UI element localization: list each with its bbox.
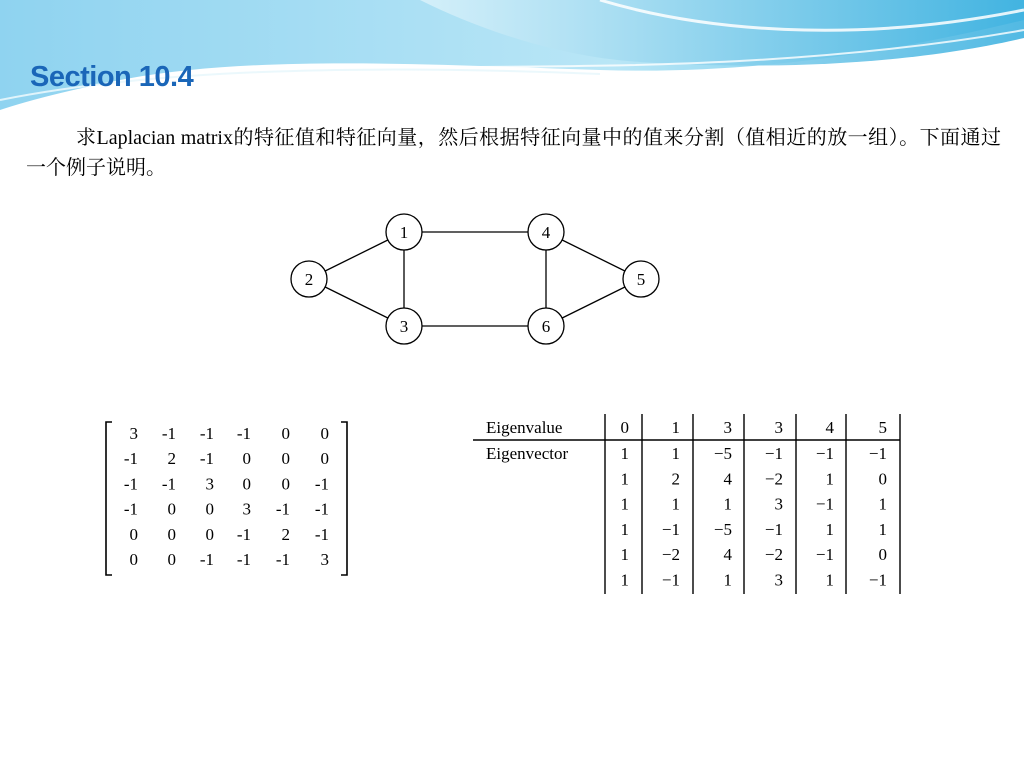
- eigenvector-cell: 1: [620, 570, 629, 590]
- eigenvector-cell: −1: [764, 444, 783, 463]
- matrix-cell: 0: [167, 524, 176, 544]
- eigenvector-cell: −5: [713, 519, 732, 539]
- matrix-cell: 0: [205, 499, 214, 519]
- graph-node-label: 3: [399, 317, 409, 336]
- eigenvalue-cell: 3: [774, 418, 783, 437]
- matrix-cell: -1: [236, 524, 251, 544]
- matrix-right-bracket: [341, 422, 347, 575]
- eigenvector-cell: 1: [620, 444, 629, 463]
- eigenvector-cell: 2: [671, 469, 680, 489]
- eigenvector-cell: 3: [774, 494, 783, 514]
- matrix-cell: 0: [205, 524, 214, 544]
- eigenvector-cell: 1: [723, 570, 732, 590]
- matrix-cell: -1: [123, 449, 138, 469]
- matrix-cell: -1: [199, 424, 214, 443]
- matrix-cell: 0: [281, 474, 290, 494]
- matrix-cell: -1: [199, 550, 214, 569]
- matrix-cell: 0: [320, 449, 329, 469]
- matrix-cell: 0: [281, 424, 290, 443]
- eigenvector-cell: 1: [825, 469, 834, 489]
- eigenvector-cell: 1: [620, 494, 629, 514]
- eigenvector-cell: −1: [815, 444, 834, 463]
- eigenvector-cell: −1: [661, 570, 680, 590]
- eigenvector-cell: −5: [713, 444, 732, 463]
- matrix-cell: 0: [167, 550, 176, 569]
- matrix-cell: -1: [236, 424, 251, 443]
- matrix-cell: 3: [320, 550, 329, 569]
- eigenvector-cell: −1: [868, 570, 887, 590]
- eigenvector-cell: −1: [815, 545, 834, 565]
- matrix-cell: -1: [123, 499, 138, 519]
- eigenvector-cell: 1: [671, 444, 680, 463]
- eigenvector-cell: 1: [825, 570, 834, 590]
- graph-node-label: 1: [399, 223, 409, 242]
- matrix-cell: -1: [275, 499, 290, 519]
- graph-node-label: 5: [636, 270, 646, 289]
- header-wave-decoration: [0, 0, 1024, 120]
- eigenvector-cell: 1: [620, 545, 629, 565]
- eigenvector-cell: −1: [815, 494, 834, 514]
- eigenvalue-cell: 1: [671, 418, 680, 437]
- eigenvalue-cell: 3: [723, 418, 732, 437]
- graph-node-label: 6: [541, 317, 551, 336]
- slide-description: 求Laplacian matrix的特征值和特征向量，然后根据特征向量中的值来分割（值相近的放一组）。下面通过一个例子说明。: [26, 127, 1001, 179]
- eigenvector-cell: −2: [661, 545, 680, 565]
- matrix-cell: 0: [129, 550, 138, 569]
- eigenvalue-cell: 4: [825, 418, 834, 437]
- matrix-left-bracket: [106, 422, 112, 575]
- matrix-cell: 3: [205, 474, 214, 494]
- laplacian-matrix: [96, 418, 358, 580]
- matrix-cell: -1: [161, 424, 176, 443]
- eigenvector-cell: 1: [878, 494, 887, 514]
- graph-node-label: 2: [304, 270, 314, 289]
- matrix-cell: -1: [314, 499, 329, 519]
- eigenvector-cell: 1: [620, 469, 629, 489]
- matrix-cell: 0: [242, 474, 251, 494]
- matrix-cell: -1: [314, 524, 329, 544]
- eigenvector-cell: 0: [878, 469, 887, 489]
- matrix-cell: 0: [281, 449, 290, 469]
- eigenvector-cell: 4: [723, 469, 732, 489]
- eigenvector-cell: −2: [764, 469, 783, 489]
- eigenvector-label: Eigenvector: [486, 444, 569, 463]
- eigenvector-cell: −1: [661, 519, 680, 539]
- matrix-cell: -1: [236, 550, 251, 569]
- matrix-cell: -1: [123, 474, 138, 494]
- matrix-cell: 3: [242, 499, 251, 519]
- eigenvalue-cell: 0: [620, 418, 629, 437]
- eigenvector-cell: 0: [878, 545, 887, 565]
- eigenvalue-label: Eigenvalue: [486, 418, 563, 437]
- eigen-table: [470, 410, 910, 600]
- matrix-cell: -1: [314, 474, 329, 494]
- matrix-cell: -1: [275, 550, 290, 569]
- eigenvector-cell: −1: [764, 519, 783, 539]
- matrix-cell: 3: [129, 424, 138, 443]
- matrix-cell: 2: [167, 449, 176, 469]
- matrix-cell: -1: [161, 474, 176, 494]
- matrix-cell: 2: [281, 524, 290, 544]
- eigenvalue-cell: 5: [878, 418, 887, 437]
- eigenvector-cell: 1: [723, 494, 732, 514]
- eigenvector-cell: 1: [878, 519, 887, 539]
- matrix-cell: 0: [167, 499, 176, 519]
- eigenvector-cell: 1: [671, 494, 680, 514]
- eigenvector-cell: 3: [774, 570, 783, 590]
- matrix-cell: 0: [242, 449, 251, 469]
- matrix-cell: 0: [320, 424, 329, 443]
- graph-node-label: 4: [541, 223, 551, 242]
- eigenvector-cell: −2: [764, 545, 783, 565]
- eigenvector-cell: 1: [825, 519, 834, 539]
- matrix-cell: 0: [129, 524, 138, 544]
- matrix-cell: -1: [199, 449, 214, 469]
- graph-diagram: [286, 208, 666, 380]
- eigenvector-cell: 1: [620, 519, 629, 539]
- eigenvector-cell: 4: [723, 545, 732, 565]
- eigenvector-cell: −1: [868, 444, 887, 463]
- slide-title: Section 10.4: [30, 61, 194, 93]
